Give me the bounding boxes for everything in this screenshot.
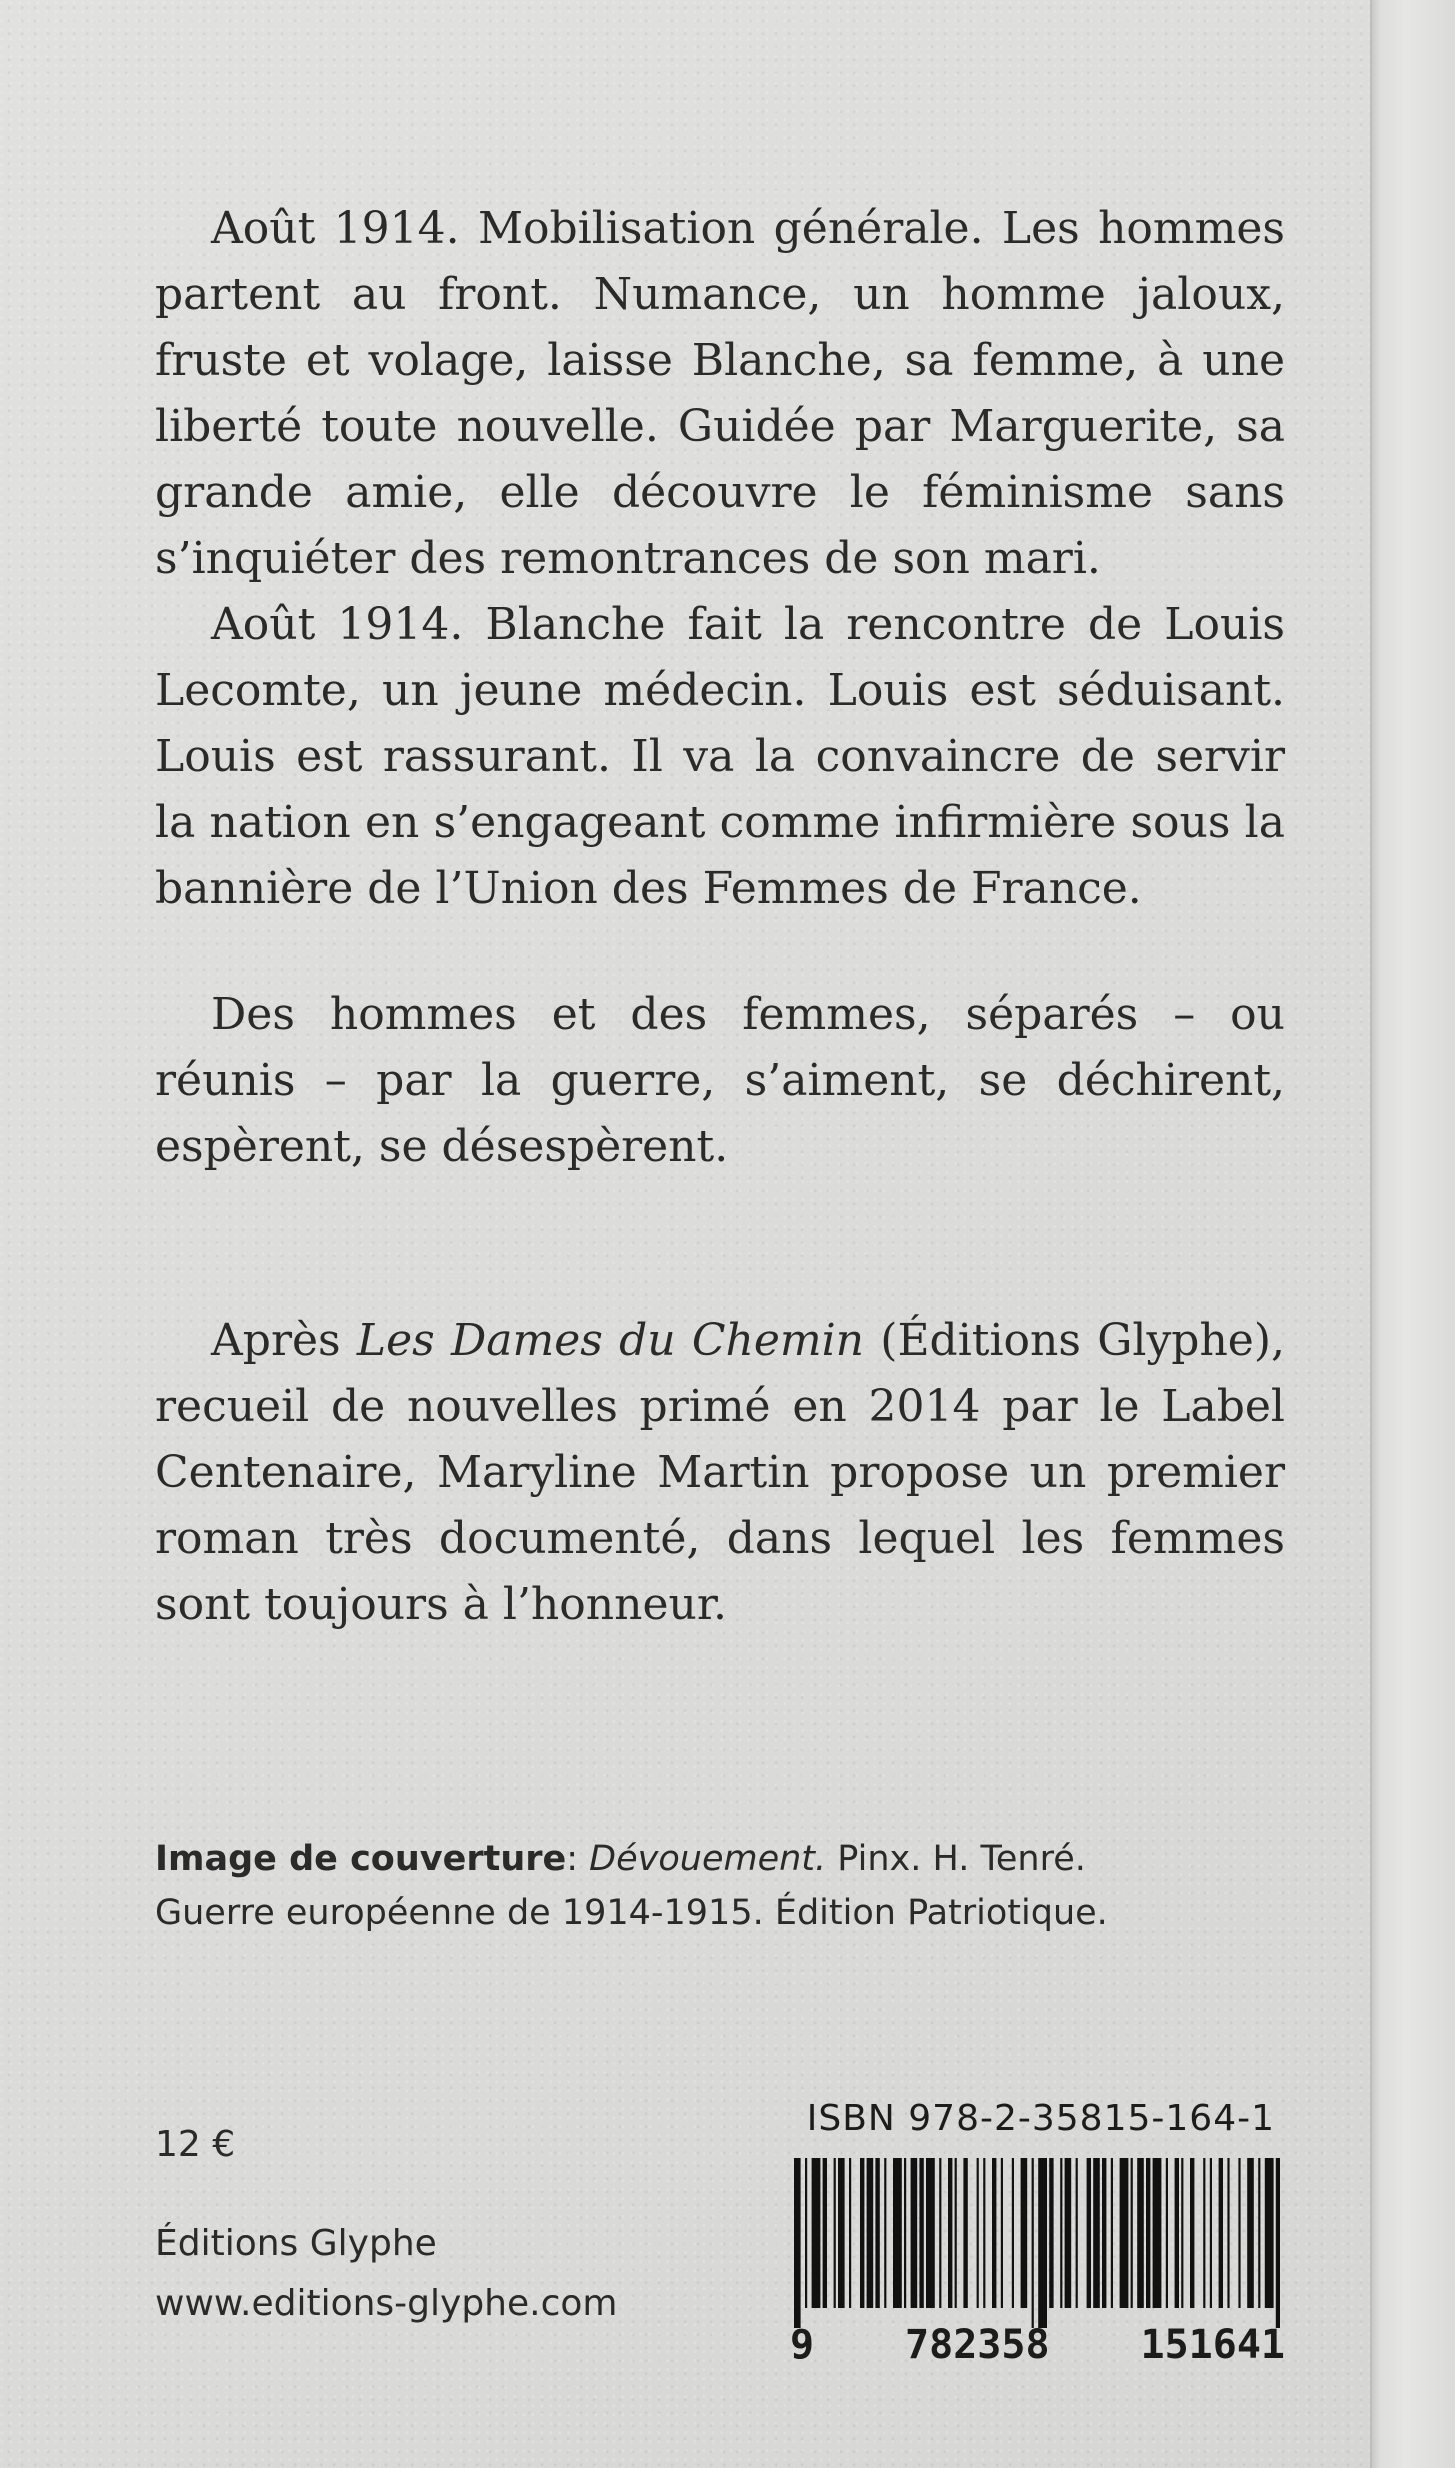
barcode-bar: [1175, 2158, 1179, 2308]
credits-separator: :: [566, 1839, 590, 1879]
isbn-label: ISBN 978-2-35815-164-1: [806, 2098, 1275, 2139]
barcode-bar: [1049, 2158, 1053, 2308]
barcode-bar: [834, 2158, 836, 2308]
barcode-bar: [904, 2158, 906, 2308]
barcode-bar: [919, 2158, 923, 2308]
author-text-before: Après: [211, 1315, 357, 1366]
barcode-bar: [1247, 2158, 1254, 2308]
barcode-bar: [812, 2158, 821, 2308]
barcode-bar: [1111, 2158, 1113, 2308]
credits-line-2: Guerre européenne de 1914-1915. Édition Patriotique.: [155, 1893, 1108, 1933]
barcode-digit-group-2: 782358: [905, 2322, 1050, 2368]
blurb-paragraph-2: [155, 592, 1285, 922]
barcode-bar: [794, 2158, 801, 2328]
barcode-bar: [1181, 2158, 1183, 2308]
barcode-bar: [983, 2158, 985, 2308]
barcode-bar: [1032, 2158, 1034, 2328]
cover-image-credits: [155, 1832, 1305, 1940]
barcode-bar: [1065, 2158, 1072, 2308]
barcode-bar: [963, 2158, 967, 2308]
page-edge: [1370, 0, 1455, 2468]
barcode-bar: [1219, 2158, 1223, 2308]
barcode-bar: [1120, 2158, 1129, 2308]
publisher-website: www.editions-glyphe.com: [155, 2283, 618, 2324]
barcode-bar: [823, 2158, 827, 2308]
barcode-digit-group-3: 151641: [1140, 2322, 1285, 2368]
barcode-bar: [875, 2158, 879, 2308]
author-text: [155, 1308, 1285, 1638]
author-paragraph: [155, 1308, 1285, 1638]
barcode-bar: [977, 2158, 979, 2308]
barcode-bar: [1076, 2158, 1078, 2308]
barcode-bar: [1276, 2158, 1280, 2328]
barcode-bar: [1153, 2158, 1162, 2308]
barcode-bar: [939, 2158, 941, 2308]
blurb-text-1: Août 1914. Mobilisation générale. Les hommes partent au front. Numance, un homme jaloux, fruste et volage, laisse Blanche, sa femme, à une liberté toute nouvelle. Guidée par Marguerite, sa grande amie, elle découvre le féminisme sans s’inquiéter des remontrances de son mari.: [155, 203, 1285, 584]
credits-work-title: Dévouement.: [589, 1839, 827, 1879]
barcode-bar: [1203, 2158, 1205, 2308]
barcode-bar: [1258, 2158, 1260, 2308]
barcode-bar: [926, 2158, 935, 2308]
barcode: [790, 2158, 1285, 2328]
barcode-bar: [1227, 2158, 1229, 2308]
barcode-bar: [1001, 2158, 1003, 2308]
barcode-bar: [805, 2158, 807, 2308]
credits-line-1: [155, 1832, 1305, 1886]
barcode-bar: [1060, 2158, 1062, 2308]
barcode-bar: [893, 2158, 902, 2308]
blurb-text-2: Août 1914. Blanche fait la rencontre de Louis Lecomte, un jeune médecin. Louis est séduisant. Louis est rassurant. Il va la convaincre de servir la nation en s’engageant comme infirmière sous la bannière de l’Union des Femmes de France.: [155, 599, 1285, 914]
barcode-bar: [955, 2158, 957, 2308]
barcode-bar: [1038, 2158, 1047, 2328]
barcode-bar: [1265, 2158, 1274, 2308]
barcode-bar: [948, 2158, 952, 2308]
barcode-bar: [911, 2158, 918, 2308]
barcode-digits: [790, 2322, 1285, 2368]
barcode-bar: [1012, 2158, 1014, 2308]
author-text-after: (Éditions Glyphe), recueil de nouvelles primé en 2014 par le Label Centenaire, Maryline Martin propose un premier roman très documenté, dans lequel les femmes sont toujours à l’honneur.: [155, 1315, 1285, 1630]
barcode-bar: [1087, 2158, 1091, 2308]
barcode-bar: [1021, 2158, 1028, 2308]
barcode-bar: [867, 2158, 874, 2308]
barcode-bar: [860, 2158, 864, 2308]
barcode-bar: [838, 2158, 845, 2308]
previous-book-title: Les Dames du Chemin: [356, 1315, 865, 1366]
barcode-bar: [1210, 2158, 1212, 2308]
barcode-bar: [1190, 2158, 1194, 2308]
barcode-bar: [1102, 2158, 1106, 2308]
blurb-paragraph-1: [155, 196, 1285, 592]
price: 12 €: [155, 2124, 236, 2165]
barcode-bar: [1166, 2158, 1168, 2308]
barcode-digit-group-1: 9: [790, 2322, 815, 2368]
barcode-bar: [884, 2158, 886, 2308]
publisher-block: [155, 2214, 617, 2334]
barcode-bar: [1093, 2158, 1100, 2308]
barcode-bar: [849, 2158, 851, 2308]
blurb-text-3: Des hommes et des femmes, séparés – ou réunis – par la guerre, s’aiment, se déchirent, espèrent, se désespèrent.: [155, 989, 1285, 1172]
barcode-bar: [992, 2158, 996, 2308]
publisher-name: Éditions Glyphe: [155, 2223, 437, 2264]
barcode-bar: [1238, 2158, 1240, 2308]
credits-label: Image de couverture: [155, 1839, 567, 1879]
blurb-paragraph-3: [155, 982, 1285, 1180]
barcode-bar: [1146, 2158, 1150, 2308]
barcode-bar: [1131, 2158, 1133, 2308]
barcode-bar: [1137, 2158, 1144, 2308]
credits-artist: Pinx. H. Tenré.: [826, 1839, 1086, 1879]
